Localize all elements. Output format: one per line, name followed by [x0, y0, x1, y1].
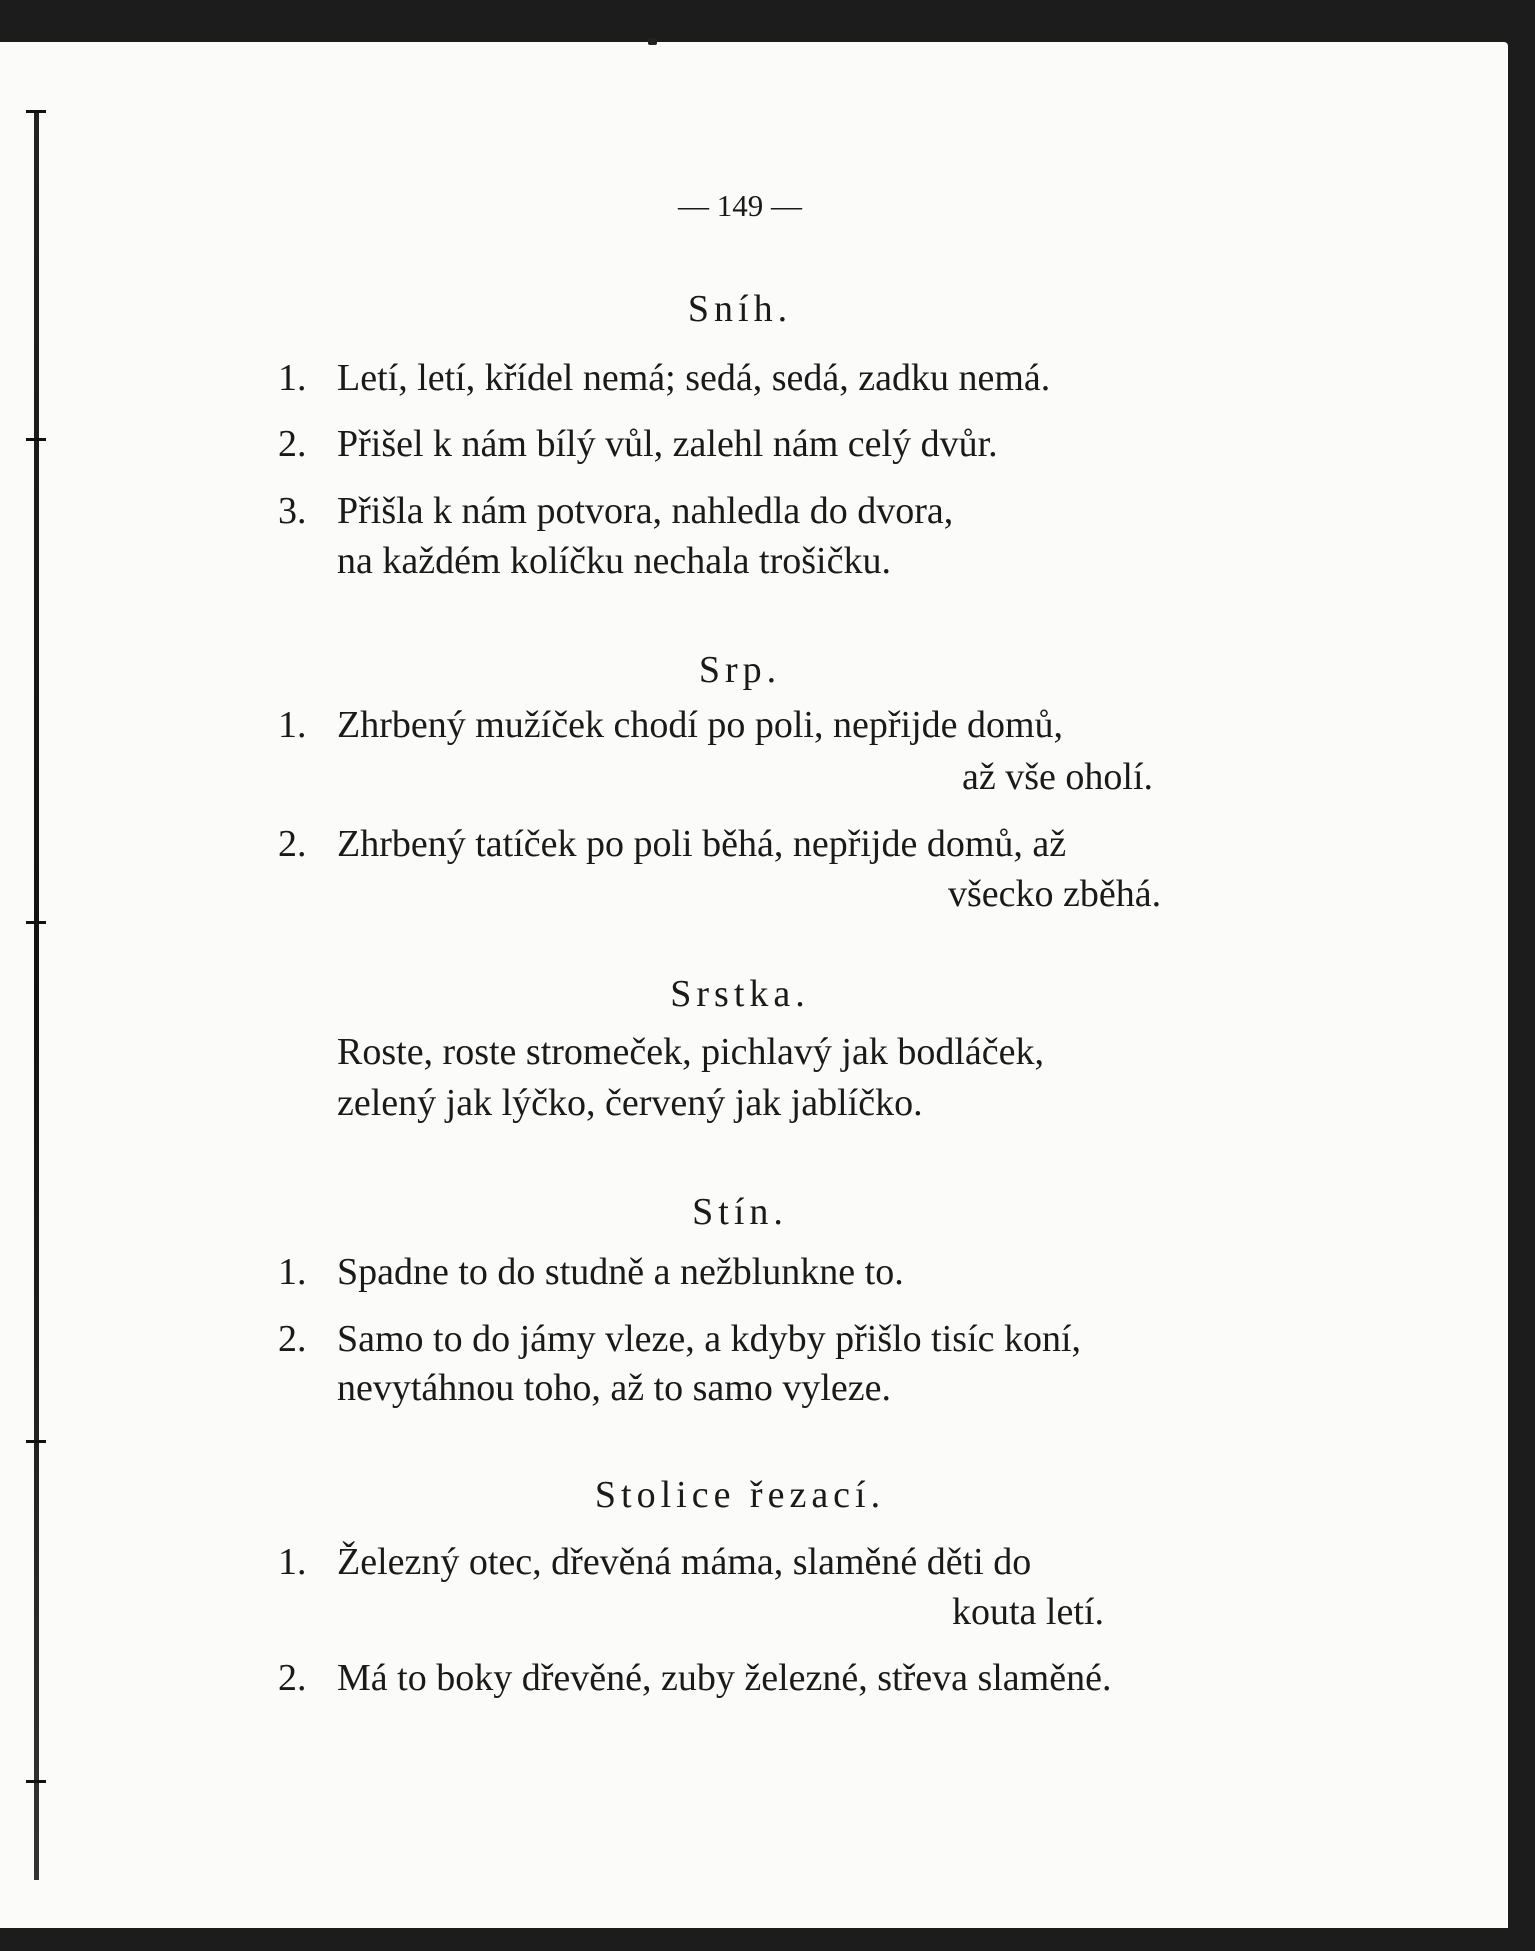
- riddle-line: Má to boky dřevěné, zuby železné, střeva slaměné.: [337, 1657, 1112, 1699]
- riddle-line: Železný otec, dřevěná máma, slaměné děti do: [337, 1541, 1032, 1583]
- riddle-line: kouta letí.: [952, 1591, 1104, 1633]
- page-number: — 149 —: [678, 188, 802, 223]
- riddle-line: Letí, letí, křídel nemá; sedá, sedá, zadku nemá.: [337, 357, 1051, 399]
- section-heading-srp: Srp.: [698, 649, 782, 691]
- item-number: 1.: [278, 357, 307, 399]
- item-number: 1.: [278, 1541, 307, 1583]
- riddle-line: Zhrbený tatíček po poli běhá, nepřijde domů, až: [337, 823, 1067, 865]
- item-number: 2.: [278, 1318, 307, 1360]
- riddle-line: nevytáhnou toho, až to samo vyleze.: [337, 1367, 892, 1409]
- riddle-line: všecko zběhá.: [948, 873, 1162, 915]
- riddle-line: Roste, roste stromeček, pichlavý jak bodláček,: [337, 1031, 1045, 1073]
- riddle-line: Zhrbený mužíček chodí po poli, nepřijde domů,: [337, 704, 1064, 746]
- section-heading-srstka: Srstka.: [670, 973, 810, 1015]
- section-heading-stolice-rezaci: Stolice řezací.: [594, 1474, 886, 1516]
- item-number: 3.: [278, 490, 307, 532]
- riddle-line: Spadne to do studně a nežblunkne to.: [337, 1251, 904, 1293]
- riddle-line: Přišel k nám bílý vůl, zalehl nám celý dvůr.: [337, 423, 998, 465]
- riddle-line: na každém kolíčku nechala trošičku.: [337, 540, 891, 582]
- item-number: 1.: [278, 704, 307, 746]
- item-number: 2.: [278, 823, 307, 865]
- item-number: 1.: [278, 1251, 307, 1293]
- riddle-line: Přišla k nám potvora, nahledla do dvora,: [337, 490, 954, 532]
- item-number: 2.: [278, 423, 307, 465]
- riddle-line: až vše oholí.: [962, 756, 1154, 798]
- section-heading-stin: Stín.: [692, 1191, 788, 1233]
- riddle-line: Samo to do jámy vleze, a kdyby přišlo tisíc koní,: [337, 1318, 1082, 1360]
- item-number: 2.: [278, 1657, 307, 1699]
- section-heading-snih: Sníh.: [687, 288, 793, 330]
- riddle-line: zelený jak lýčko, červený jak jablíčko.: [337, 1082, 923, 1124]
